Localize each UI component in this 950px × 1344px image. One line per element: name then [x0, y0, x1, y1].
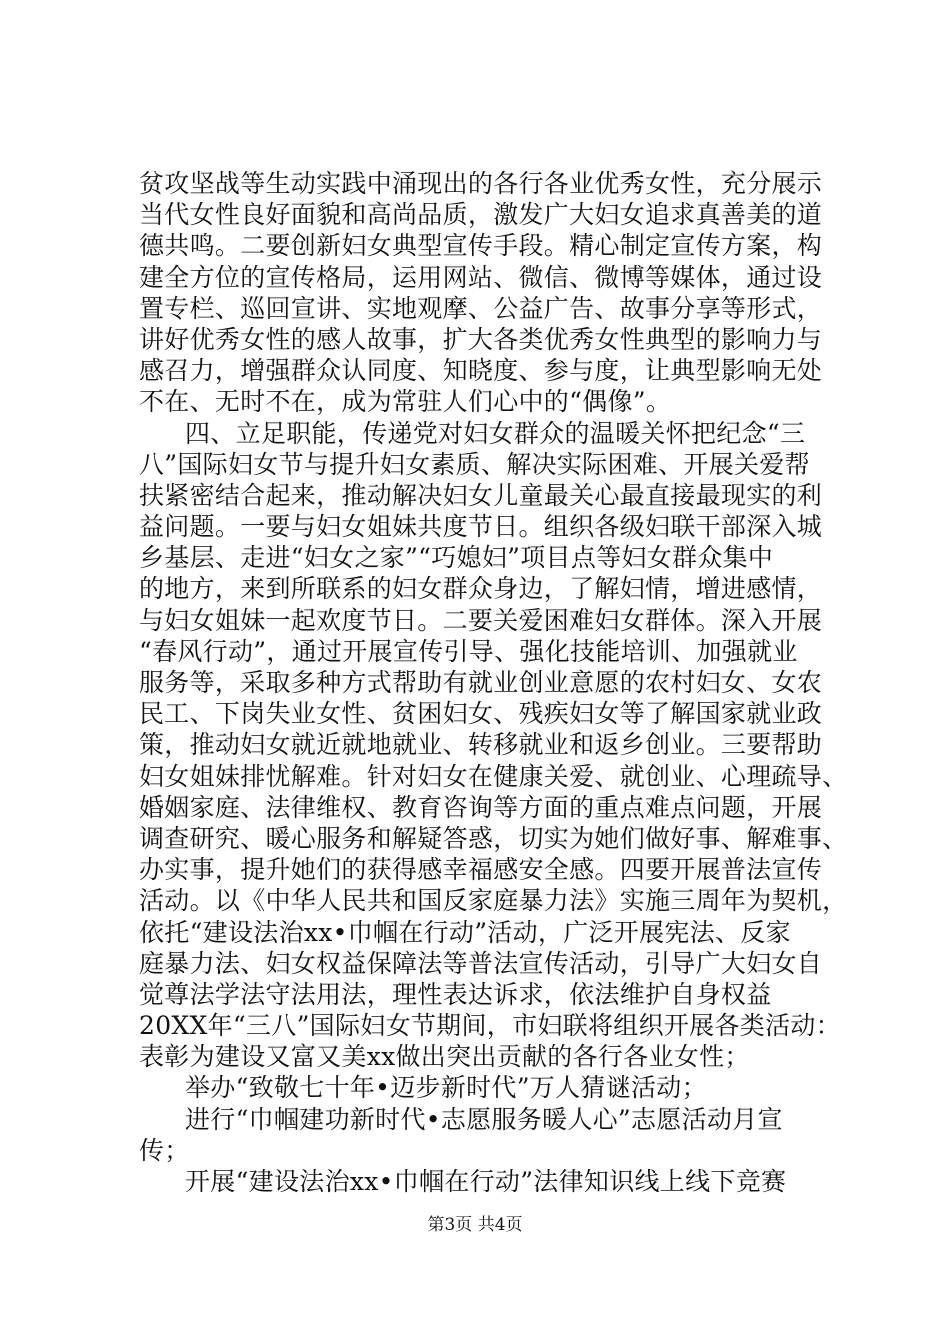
text-line: 活动。以《中华人民共和国反家庭暴力法》实施三周年为契机，	[139, 886, 848, 916]
text-line: 讲好优秀女性的感人故事，扩大各类优秀女性典型的影响力与	[139, 324, 823, 354]
text-line: 婚姻家庭、法律维权、教育咨询等方面的重点难点问题，开展	[139, 792, 823, 822]
text-line: 办实事，提升她们的获得感幸福感安全感。四要开展普法宣传	[139, 855, 823, 885]
text-line: 服务等，采取多种方式帮助有就业创业意愿的农村妇女、女农	[139, 668, 823, 697]
text-line: 当代女性良好面貌和高尚品质，激发广大妇女追求真善美的道	[139, 200, 823, 230]
text-line: 益问题。一要与妇女姐妹共度节日。组织各级妇联干部深入城	[139, 512, 823, 542]
text-line: “春风行动”，通过开展宣传引导、强化技能培训、加强就业	[139, 636, 798, 666]
text-line: 传；	[139, 1135, 190, 1165]
text-line: 扶紧密结合起来，推动解决妇女儿童最关心最直接最现实的利	[139, 480, 823, 510]
text-line: 置专栏、巡回宣讲、实地观摩、公益广告、故事分享等形式，	[139, 293, 823, 323]
text-line: 八”国际妇女节与提升妇女素质、解决实际困难、开展关爱帮	[139, 449, 810, 479]
text-line: 策，推动妇女就近就地就业、转移就业和返乡创业。三要帮助	[139, 730, 823, 760]
text-line: 民工、下岗失业女性、贫困妇女、残疾妇女等了解国家就业政	[139, 699, 823, 729]
text-line: 依托“建设法治xx•巾帼在行动”活动，广泛开展宪法、反家	[139, 917, 791, 947]
text-line: 20XX年“三八”国际妇女节期间，市妇联将组织开展各类活动：	[139, 1011, 841, 1041]
text-line: 德共鸣。二要创新妇女典型宣传手段。精心制定宣传方案，构	[139, 231, 823, 261]
text-line: 感召力，增强群众认同度、知晓度、参与度，让典型影响无处	[139, 356, 823, 386]
text-line: 表彰为建设又富又美xx做出突出贡献的各行各业女性；	[139, 1042, 750, 1072]
page-footer: 第3页 共4页	[427, 1215, 523, 1235]
text-line: 进行“巾帼建功新时代•志愿服务暖人心”志愿活动月宣	[185, 1104, 783, 1134]
text-line: 四、立足职能，传递党对妇女群众的温暖关怀把纪念“三	[185, 418, 806, 448]
text-line: 举办“致敬七十年•迈步新时代”万人猜谜活动；	[185, 1073, 707, 1103]
text-line: 的地方，来到所联系的妇女群众身边，了解妇情，增进感情，	[139, 574, 823, 604]
text-line: 调查研究、暖心服务和解疑答惑，切实为她们做好事、解难事、	[139, 823, 848, 853]
text-line: 建全方位的宣传格局，运用网站、微信、微博等媒体，通过设	[139, 262, 823, 292]
text-line: 妇女姐妹排忧解难。针对妇女在健康关爱、就创业、心理疏导、	[139, 761, 848, 791]
text-line: 贫攻坚战等生动实践中涌现出的各行各业优秀女性，充分展示	[139, 169, 823, 198]
text-line: 乡基层、走进“妇女之家”“巧媳妇”项目点等妇女群众集中	[139, 543, 774, 573]
text-line: 与妇女姐妹一起欢度节日。二要关爱困难妇女群体。深入开展	[139, 605, 823, 635]
text-line: 觉尊法学法守法用法，理性表达诉求，依法维护自身权益	[139, 979, 772, 1009]
text-line: 庭暴力法、妇女权益保障法等普法宣传活动，引导广大妇女自	[139, 948, 823, 978]
text-line: 不在、无时不在，成为常驻人们心中的“偶像”。	[139, 387, 672, 417]
text-line: 开展“建设法治xx•巾帼在行动”法律知识线上线下竞赛	[185, 1167, 787, 1196]
document-body	[139, 168, 848, 1197]
